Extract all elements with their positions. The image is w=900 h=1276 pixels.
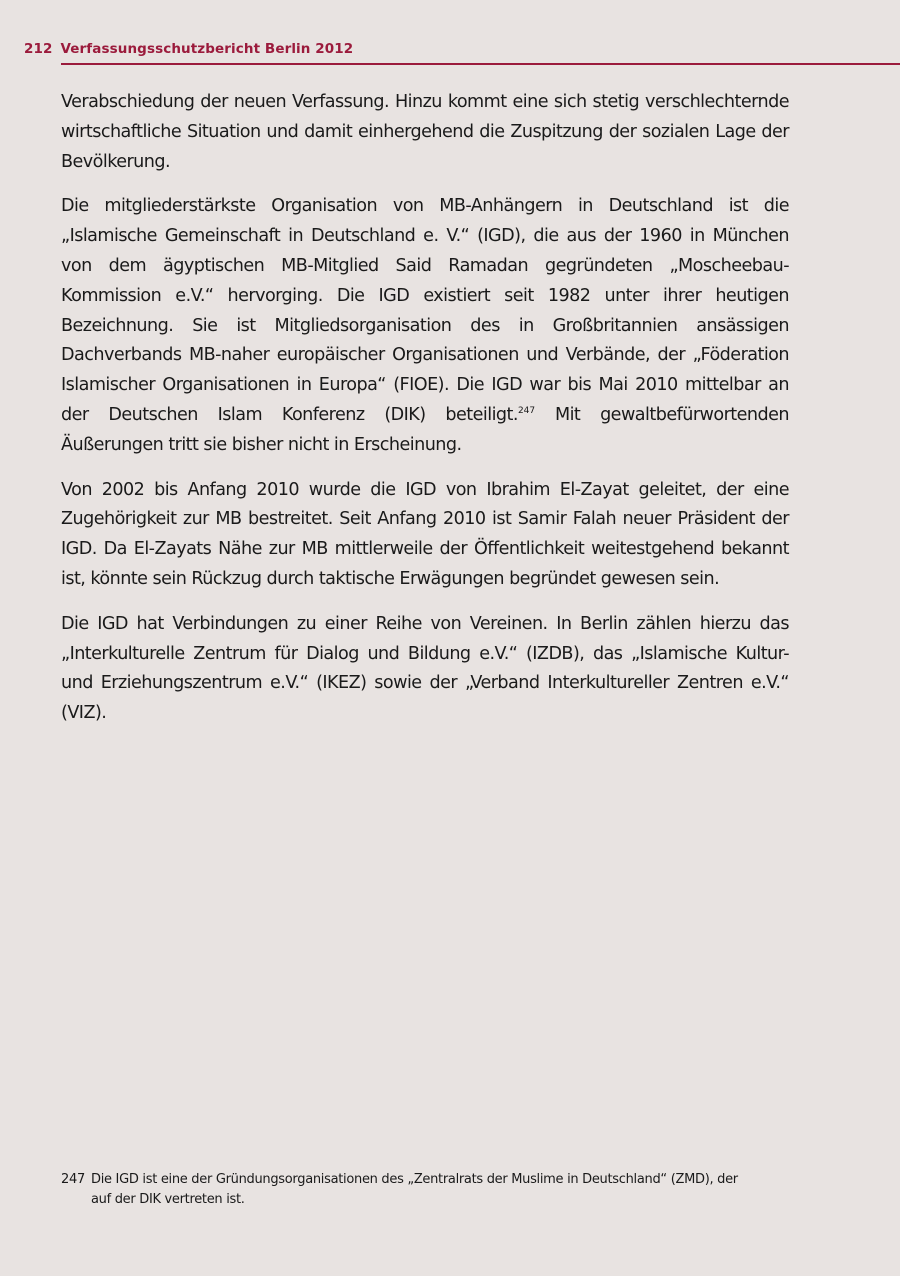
page-number: 212 [24, 41, 53, 57]
paragraph-3: Von 2002 bis Anfang 2010 wurde die IGD von Ibrahim El-Zayat geleitet, der eine Zugehörigkeit zur MB bestreitet. Seit Anfang 2010 ist Samir Falah neuer Präsident der IGD. Da El-Zayats Nähe zur MB mittlerweile der Öffentlichkeit weitestgehend bekannt ist, könnte sein Rückzug durch taktische Erwägungen begründet gewesen sein. [61, 479, 789, 589]
footnote-number: 247 [61, 1172, 85, 1187]
paragraph-2 [61, 192, 789, 460]
footnote-reference[interactable]: 247 [517, 405, 536, 416]
paragraph-2-text: Die mitgliederstärkste Organisation von MB-Anhängern in Deutschland ist die „Islamische Gemeinschaft in Deutschland e. V.“ (IGD), die aus der 1960 in München von dem ägyptischen MB-Mitglied Said Ramadan gegründeten „Moscheebau-Kommission e.V.“ hervorging. Die IGD existiert seit 1982 unter ihrer heutigen Bezeichnung. Sie ist Mitgliedsorganisation des in Großbritannien ansässigen Dachverbands MB-naher europäischer Organisationen und Verbände, der „Föderation Islamischer Organisationen in Europa“ (FIOE). Die IGD war bis Mai 2010 mittelbar an der Deutschen Islam Konferenz (DIK) beteiligt. [61, 196, 789, 425]
header-rule [61, 63, 900, 65]
footnote [61, 1170, 741, 1209]
running-header [24, 41, 353, 57]
paragraph-1: Verabschiedung der neuen Verfassung. Hinzu kommt eine sich stetig verschlechternde wirtschaftliche Situation und damit einhergehend die Zuspitzung der sozialen Lage der Bevölkerung. [61, 92, 789, 172]
publication-title: Verfassungsschutzbericht Berlin 2012 [60, 41, 354, 57]
paragraph-2-continuation: Mit gewaltbefürwortenden Äußerungen tritt sie bisher nicht in Erscheinung. [61, 404, 789, 455]
paragraph-4: Die IGD hat Verbindungen zu einer Reihe von Vereinen. In Berlin zählen hierzu das „Interkulturelle Zentrum für Dialog und Bildung e.V.“ (IZDB), das „Islamische Kultur- und Erziehungszentrum e.V.“ (IKEZ) sowie der „Verband Interkultureller Zentren e.V.“ (VIZ). [61, 613, 789, 724]
body-text [61, 88, 789, 744]
footnote-text: Die IGD ist eine der Gründungsorganisationen des „Zentralrats der Muslime in Deutschland“ (ZMD), der auf der DIK vertreten ist. [91, 1172, 738, 1207]
